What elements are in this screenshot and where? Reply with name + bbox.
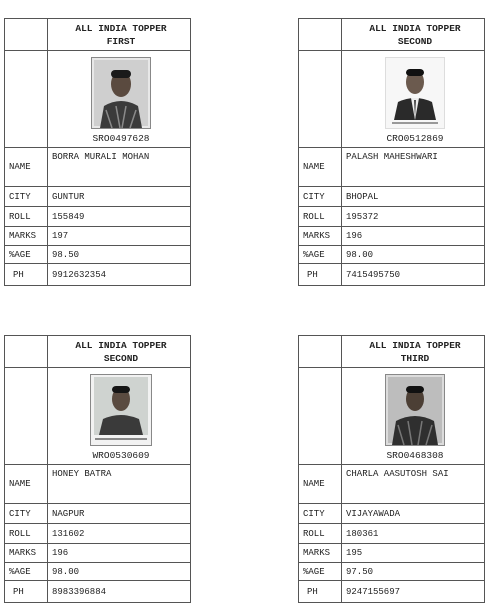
marks-label: MARKS [5,544,48,562]
name-value: PALASH MAHESHWARI [342,148,485,186]
phone-label: PH [299,264,342,285]
marks-value: 196 [48,544,191,562]
percentage-label: %AGE [299,563,342,580]
roll-label: ROLL [5,524,48,543]
topper-card-second-b [4,335,191,603]
card-header [5,336,191,368]
city-label: CITY [5,504,48,523]
topper-card-third [298,335,485,603]
city-value: VIJAYAWADA [342,504,485,523]
card-rank: FIRST [106,35,136,47]
percentage-value: 97.50 [342,563,485,580]
marks-label: MARKS [299,544,342,562]
card-title: ALL INDIA TOPPER [369,22,461,34]
roll-code: SRO0497628 [92,133,150,144]
phone-label: PH [5,264,48,285]
roll-label: ROLL [299,207,342,226]
card-rank: THIRD [400,352,430,364]
name-label: NAME [5,148,48,186]
roll-code: WRO0530609 [92,450,150,461]
card-header [299,336,485,368]
roll-code: CRO0512869 [386,133,444,144]
city-label: CITY [5,187,48,206]
student-photo [91,57,151,129]
topper-card-first [4,18,191,286]
percentage-label: %AGE [299,246,342,263]
name-value: CHARLA AASUTOSH SAI [342,465,485,503]
card-rank: SECOND [397,35,433,47]
roll-value: 155849 [48,207,191,226]
card-rank: SECOND [103,352,139,364]
phone-value: 8983396884 [48,581,191,602]
card-title: ALL INDIA TOPPER [75,339,167,351]
percentage-label: %AGE [5,563,48,580]
name-value: HONEY BATRA [48,465,191,503]
card-title: ALL INDIA TOPPER [369,339,461,351]
city-label: CITY [299,504,342,523]
phone-value: 7415495750 [342,264,485,285]
roll-value: 195372 [342,207,485,226]
name-label: NAME [299,465,342,503]
percentage-value: 98.00 [342,246,485,263]
marks-value: 195 [342,544,485,562]
city-value: NAGPUR [48,504,191,523]
student-photo [385,57,445,129]
roll-value: 131602 [48,524,191,543]
card-header [5,19,191,51]
name-label: NAME [5,465,48,503]
percentage-value: 98.50 [48,246,191,263]
student-photo [385,374,445,446]
phone-label: PH [299,581,342,602]
marks-label: MARKS [5,227,48,245]
city-value: BHOPAL [342,187,485,206]
percentage-value: 98.00 [48,563,191,580]
roll-value: 180361 [342,524,485,543]
marks-value: 197 [48,227,191,245]
percentage-label: %AGE [5,246,48,263]
card-title: ALL INDIA TOPPER [75,22,167,34]
city-value: GUNTUR [48,187,191,206]
marks-value: 196 [342,227,485,245]
phone-value: 9247155697 [342,581,485,602]
phone-value: 9912632354 [48,264,191,285]
student-photo [90,374,152,446]
phone-label: PH [5,581,48,602]
name-value: BORRA MURALI MOHAN [48,148,191,186]
roll-label: ROLL [5,207,48,226]
topper-card-second-a [298,18,485,286]
city-label: CITY [299,187,342,206]
card-header [299,19,485,51]
roll-code: SRO0468308 [386,450,444,461]
name-label: NAME [299,148,342,186]
marks-label: MARKS [299,227,342,245]
roll-label: ROLL [299,524,342,543]
